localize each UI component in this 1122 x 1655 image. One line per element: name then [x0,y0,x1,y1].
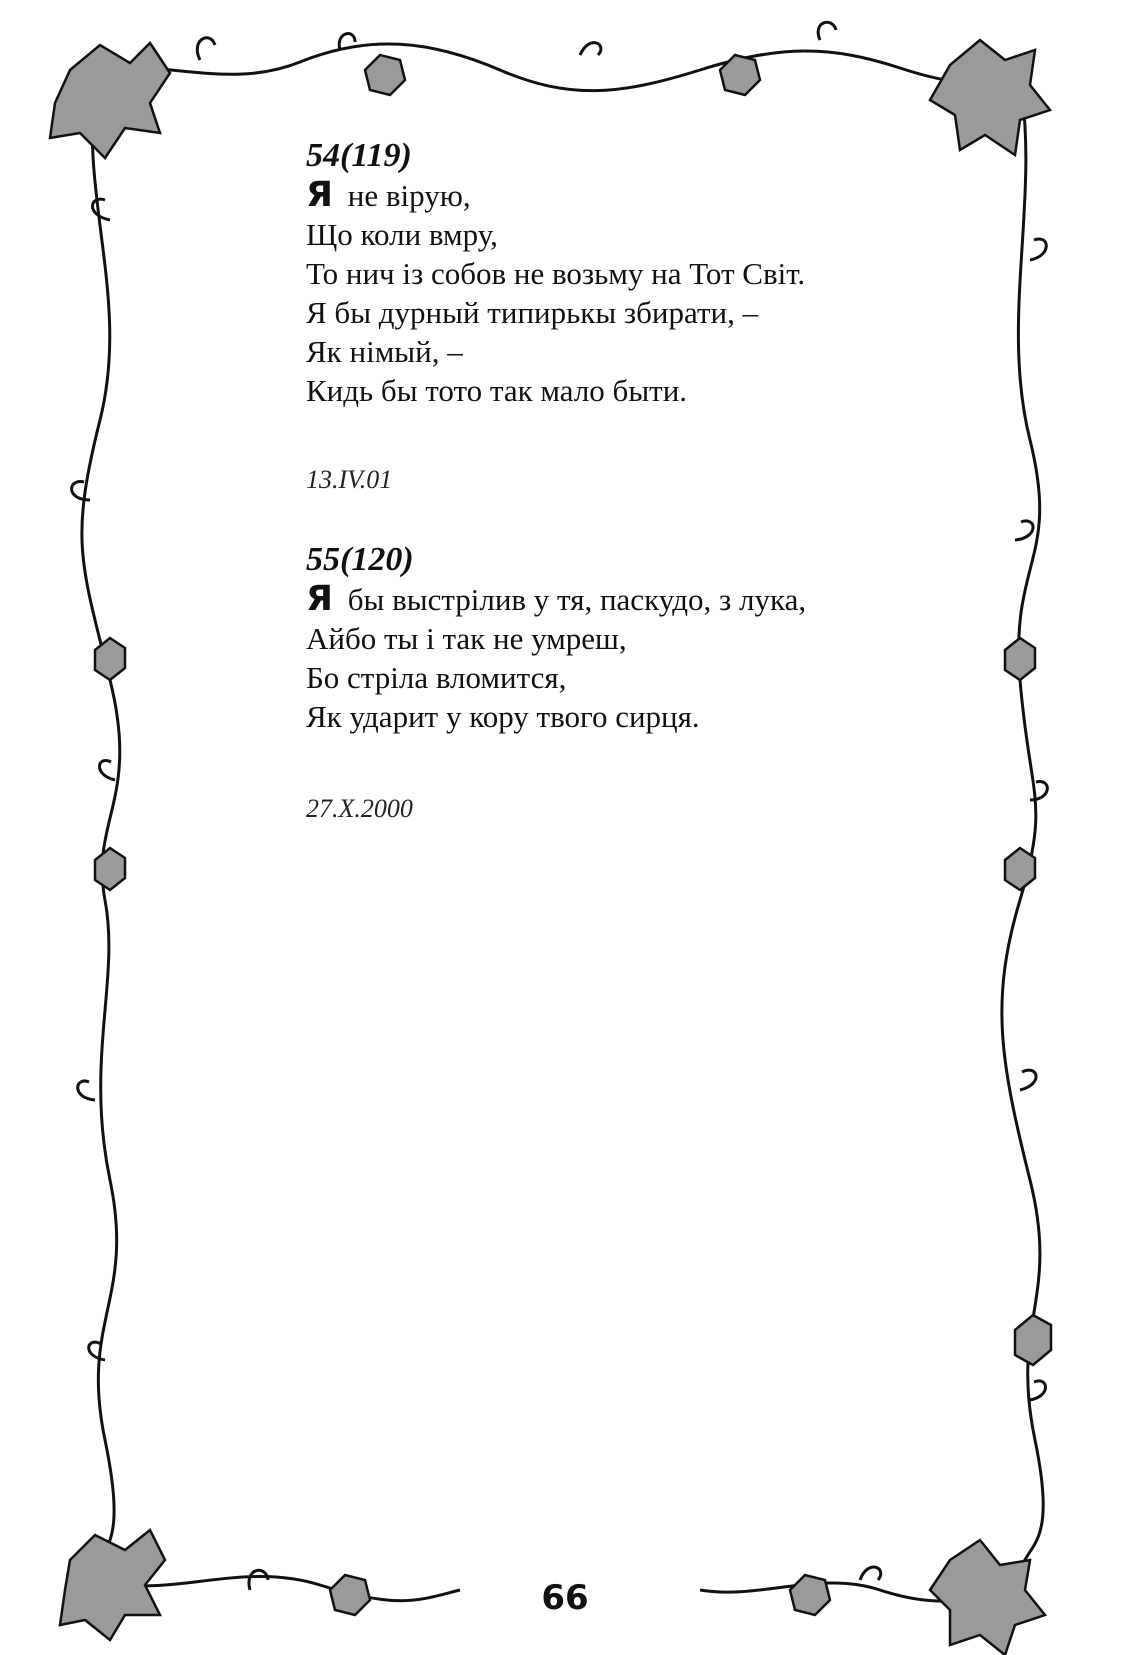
poem-55 [306,540,806,736]
poem-line: То нич із собов не возьму на Тот Світ. [306,256,806,291]
poem-line [306,580,806,619]
poem-line [306,176,805,215]
poem-line: Айбо ты і так не умреш, [306,621,627,656]
poem-title: 54(119) [306,137,412,174]
poem-54 [306,136,805,410]
poem-date: 13.IV.01 [306,465,393,494]
page-number: 66 [541,1578,589,1618]
poem-line: Я бы дурный типирькы збирати, – [306,295,759,330]
poem-line: Бо стріла вломится, [306,660,567,695]
poem-date: 27.X.2000 [306,794,413,823]
drop-cap-letter: Я [306,579,333,619]
poem-line-text: бы выстрілив у тя, паскудо, з лука, [340,582,807,617]
poem-title: 55(120) [306,541,414,578]
poem-line: Кидь бы тото так мало быти. [306,373,688,408]
poem-line: Що коли вмру, [306,217,498,252]
poem-line: Як німый, – [306,334,463,369]
poem-line-text: не вірую, [340,178,471,213]
drop-cap-letter: Я [306,175,333,215]
poem-line: Як ударит у кору твого сирця. [306,699,700,734]
